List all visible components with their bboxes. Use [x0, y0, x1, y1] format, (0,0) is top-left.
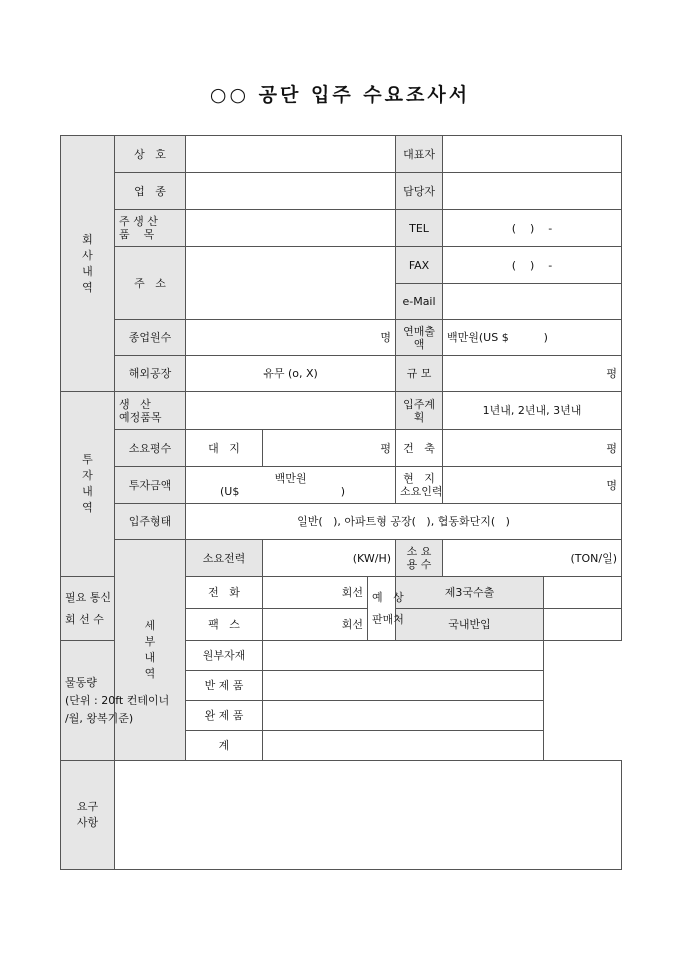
- semi-finished-input[interactable]: [267, 679, 539, 692]
- logistics-label: 물동량 (단위 : 20ft 컨테이너 /월, 왕복기준): [61, 641, 186, 761]
- request-section-label: 요구 사항: [61, 761, 115, 870]
- investment-amount-label: 투자금액: [115, 467, 186, 504]
- representative-label: 대표자: [396, 136, 443, 173]
- email-input[interactable]: [447, 295, 617, 308]
- employees-label: 종업원수: [115, 320, 186, 356]
- land-label: 대 지: [186, 430, 263, 467]
- address-label: 주 소: [115, 247, 186, 320]
- raw-materials-label: 원부자재: [186, 641, 263, 671]
- employees-field[interactable]: 명: [186, 320, 396, 356]
- manager-field[interactable]: [443, 173, 622, 210]
- tel-field[interactable]: ( ) -: [443, 210, 622, 247]
- annual-sales-field[interactable]: 백만원(US $ ): [443, 320, 622, 356]
- annual-sales-label: 연매출액: [396, 320, 443, 356]
- domestic-label: 국내반입: [396, 609, 544, 641]
- detail-section-label: 세 부 내 역: [115, 540, 186, 761]
- building-label: 건 축: [396, 430, 443, 467]
- investment-amount-field[interactable]: [186, 467, 396, 504]
- main-product-input[interactable]: [190, 222, 391, 235]
- export-label: 제3국수출: [396, 577, 544, 609]
- company-name-field[interactable]: [186, 136, 396, 173]
- overseas-factory-label: 해외공장: [115, 356, 186, 392]
- phone-label: 전 화: [186, 577, 263, 609]
- main-product-label: 주 생 산 품 목: [115, 210, 186, 247]
- email-field[interactable]: [443, 284, 622, 320]
- land-field[interactable]: 평: [263, 430, 396, 467]
- move-plan-label: 입주계획: [396, 392, 443, 430]
- industry-label: 업 종: [115, 173, 186, 210]
- local-staff-label: 현 지 소요인력: [396, 467, 443, 504]
- fax-field[interactable]: ( ) -: [443, 247, 622, 284]
- move-type-label: 입주형태: [115, 504, 186, 540]
- comm-lines-label: 필요 통신 회 선 수: [61, 577, 115, 641]
- main-product-field[interactable]: [186, 210, 396, 247]
- investment-amount-unit: 백만원: [274, 472, 307, 485]
- manager-label: 담당자: [396, 173, 443, 210]
- scale-label: 규 모: [396, 356, 443, 392]
- semi-finished-field[interactable]: [263, 671, 544, 701]
- scale-field[interactable]: 평: [443, 356, 622, 392]
- investment-amount-usd: (U$ ): [220, 485, 346, 498]
- move-type-field[interactable]: 일반( ), 아파트형 공장( ), 협동화단지( ): [186, 504, 622, 540]
- representative-input[interactable]: [447, 148, 617, 161]
- building-field[interactable]: 평: [443, 430, 622, 467]
- sales-destination-label: 예 상 판매처: [368, 577, 396, 641]
- semi-finished-label: 반 제 품: [186, 671, 263, 701]
- move-plan-field[interactable]: 1년내, 2년내, 3년내: [443, 392, 622, 430]
- request-field[interactable]: [115, 761, 622, 870]
- water-field[interactable]: (TON/일): [443, 540, 622, 577]
- water-label: 소 요 용 수: [396, 540, 443, 577]
- total-field[interactable]: [263, 731, 544, 761]
- total-input[interactable]: [267, 739, 539, 752]
- export-field[interactable]: [544, 577, 622, 609]
- raw-materials-field[interactable]: [263, 641, 544, 671]
- overseas-factory-field[interactable]: 유무 (o, X): [186, 356, 396, 392]
- local-staff-field[interactable]: 명: [443, 467, 622, 504]
- company-name-input[interactable]: [190, 148, 391, 161]
- total-label: 계: [186, 731, 263, 761]
- export-input[interactable]: [548, 586, 617, 599]
- planned-product-field[interactable]: [186, 392, 396, 430]
- power-label: 소요전력: [186, 540, 263, 577]
- survey-form-table: [60, 135, 622, 870]
- finished-goods-field[interactable]: [263, 701, 544, 731]
- domestic-field[interactable]: [544, 609, 622, 641]
- planned-product-input[interactable]: [190, 404, 391, 417]
- industry-field[interactable]: [186, 173, 396, 210]
- fax-label: FAX: [396, 247, 443, 284]
- planned-product-label: 생 산 예정품목: [115, 392, 186, 430]
- fax-lines-field[interactable]: 회선: [263, 609, 368, 641]
- power-field[interactable]: (KW/H): [263, 540, 396, 577]
- raw-materials-input[interactable]: [267, 649, 539, 662]
- fax-lines-label: 팩 스: [186, 609, 263, 641]
- finished-goods-input[interactable]: [267, 709, 539, 722]
- finished-goods-label: 완 제 품: [186, 701, 263, 731]
- company-name-label: 상 호: [115, 136, 186, 173]
- industry-input[interactable]: [190, 185, 391, 198]
- tel-label: TEL: [396, 210, 443, 247]
- page-title: ○○ 공단 입주 수요조사서: [209, 84, 471, 106]
- representative-field[interactable]: [443, 136, 622, 173]
- manager-input[interactable]: [447, 185, 617, 198]
- address-field[interactable]: [186, 247, 396, 320]
- company-section-label: 회 사 내 역: [61, 136, 115, 392]
- domestic-input[interactable]: [548, 618, 617, 631]
- investment-section-label: 투 자 내 역: [61, 392, 115, 577]
- email-label: e-Mail: [396, 284, 443, 320]
- phone-lines-field[interactable]: 회선: [263, 577, 368, 609]
- required-area-label: 소요평수: [115, 430, 186, 467]
